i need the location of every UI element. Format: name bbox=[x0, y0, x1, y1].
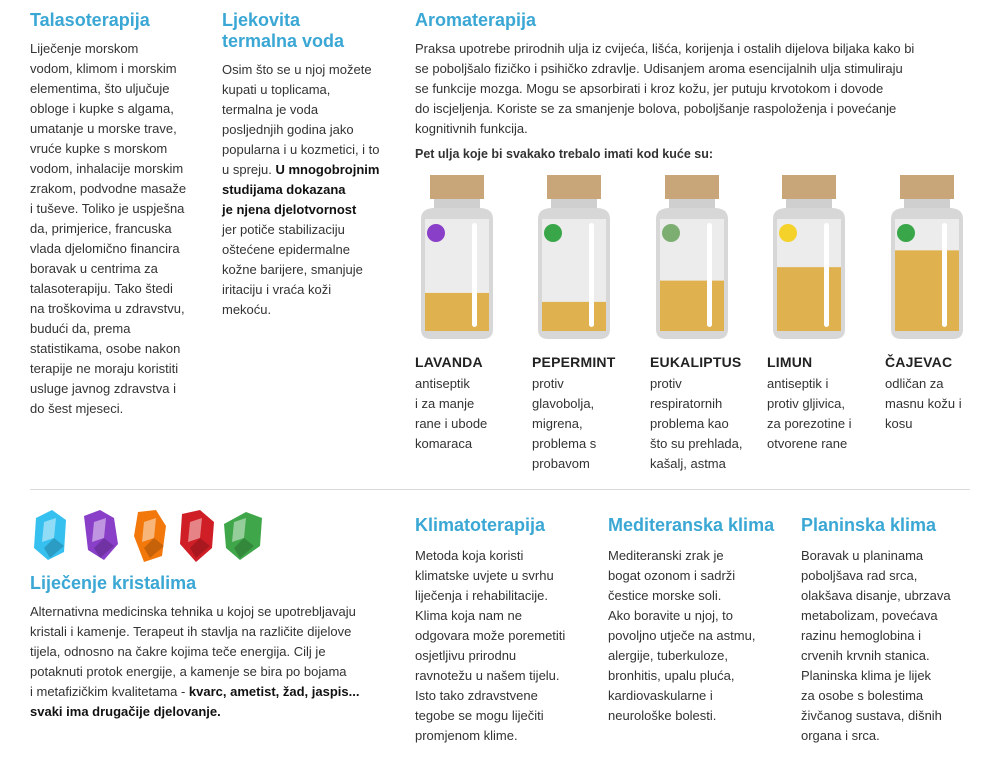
bottle-color-dot bbox=[427, 224, 445, 242]
termalna-voda-line: Osim što se u njoj možete bbox=[222, 62, 372, 77]
oil-bottle-graphic bbox=[415, 173, 499, 341]
oil-description-line: odličan za bbox=[885, 376, 944, 391]
bottle-cork bbox=[665, 175, 719, 199]
kristali-line: potaknuti protok energije, a kamenje se bira po bojama bbox=[30, 664, 347, 679]
aromaterapija-line: kognitivnih funkcija. bbox=[415, 121, 528, 136]
bottle-oil bbox=[425, 293, 489, 331]
planinska-klima-text bbox=[801, 546, 976, 746]
aromaterapija-line: se poboljšalo fizičko i psihičko zdravlje. Udisanjem aroma esencijalnih ulja stimuliraju bbox=[415, 61, 903, 76]
mediteranska-klima-line: Mediteranski zrak je bbox=[608, 548, 724, 563]
termalna-voda-section bbox=[222, 10, 400, 320]
bottle-color-dot bbox=[779, 224, 797, 242]
oil-bottle-2 bbox=[532, 173, 616, 341]
bottle-cork bbox=[900, 175, 954, 199]
bottle-highlight bbox=[589, 223, 594, 327]
oil-name: LIMUN bbox=[767, 354, 813, 370]
termalna-voda-title-line-1: Ljekovita bbox=[222, 10, 301, 30]
oil-description-line: otvorene rane bbox=[767, 436, 848, 451]
planinska-klima-line: olakšava disanje, ubrzava bbox=[801, 588, 951, 603]
talasoterapija-line: Liječenje morskom bbox=[30, 41, 139, 56]
aromaterapija-title: Aromaterapija bbox=[415, 10, 537, 30]
bottle-cork bbox=[547, 175, 601, 199]
oil-description-line: kašalj, astma bbox=[650, 456, 726, 471]
oil-description-line: masnu kožu i bbox=[885, 396, 962, 411]
planinska-klima-line: živčanog sustava, dišnih bbox=[801, 708, 942, 723]
oil-description-line: respiratornih bbox=[650, 396, 723, 411]
oil-bottle-graphic bbox=[767, 173, 851, 341]
mediteranska-klima-line: bronhitis, upalu pluća, bbox=[608, 668, 735, 683]
bottle-oil bbox=[895, 250, 959, 331]
oil-description-line: antiseptik bbox=[415, 376, 470, 391]
talasoterapija-line: da, primjerice, francuska bbox=[30, 221, 172, 236]
klimatoterapija-line: klimatske uvjete u svrhu bbox=[415, 568, 554, 583]
klimatoterapija-line: tegobe se mogu liječiti bbox=[415, 708, 544, 723]
klimatoterapija-line: Isto tako zdravstvene bbox=[415, 688, 538, 703]
talasoterapija-text bbox=[30, 39, 205, 419]
oil-description-line: antiseptik i bbox=[767, 376, 829, 391]
mediteranska-klima-line: čestice morske soli. bbox=[608, 588, 722, 603]
oil-description-line: glavobolja, bbox=[532, 396, 595, 411]
mediteranska-klima-title: Mediteranska klima bbox=[608, 515, 775, 535]
termalna-voda-line: posljednjih godina jako bbox=[222, 122, 354, 137]
termalna-voda-line: oštećene epidermalne bbox=[222, 242, 350, 257]
bottle-highlight bbox=[472, 223, 477, 327]
mediteranska-klima-line: bogat ozonom i sadrži bbox=[608, 568, 736, 583]
talasoterapija-section bbox=[30, 10, 205, 419]
oil-name: PEPERMINT bbox=[532, 354, 616, 370]
aromaterapija-line: se funkcije mozga. Mogu se apsorbirati i kroz kožu, jer putuju krvotokom i dovode bbox=[415, 81, 884, 96]
bottle-highlight bbox=[942, 223, 947, 327]
mediteranska-klima-line: Ako boravite u njoj, to bbox=[608, 608, 734, 623]
crystal-3 bbox=[134, 510, 166, 562]
klimatoterapija-line: Klima koja nam ne bbox=[415, 608, 522, 623]
klimatoterapija-text bbox=[415, 546, 590, 746]
bottle-neck bbox=[434, 199, 480, 208]
bottle-cork bbox=[782, 175, 836, 199]
klimatoterapija-line: osjetljivu prirodnu bbox=[415, 648, 517, 663]
klimatoterapija-section bbox=[415, 515, 590, 746]
termalna-voda-line: kožne barijere, smanjuje bbox=[222, 262, 363, 277]
termalna-voda-plain-part: u spreju. bbox=[222, 162, 276, 177]
bottle-neck bbox=[786, 199, 832, 208]
aromaterapija-line: do iscjeljenja. Koriste se za smanjenje bolova, poboljšanje raspoloženja i povećanje bbox=[415, 101, 897, 116]
oil-description-line: protiv bbox=[650, 376, 682, 391]
bottle-oil bbox=[542, 302, 606, 331]
oil-name: EUKALIPTUS bbox=[650, 354, 742, 370]
oil-description-line: protiv bbox=[532, 376, 564, 391]
kristali-plain-part: i metafizičkim kvalitetama - bbox=[30, 684, 189, 699]
kristali-text bbox=[30, 602, 390, 722]
bottle-oil bbox=[777, 267, 841, 331]
kristali-mixed-line bbox=[30, 682, 390, 702]
talasoterapija-line: vodom, klimom i morskim bbox=[30, 61, 177, 76]
talasoterapija-line: obloge i kupke s algama, bbox=[30, 101, 174, 116]
crystal-5 bbox=[224, 512, 262, 560]
oil-description-line: i za manje bbox=[415, 396, 475, 411]
oil-description-line: probavom bbox=[532, 456, 590, 471]
talasoterapija-line: do šest mjeseci. bbox=[30, 401, 124, 416]
bottle-oil bbox=[660, 281, 724, 331]
oil-description-line: kosu bbox=[885, 416, 913, 431]
termalna-voda-bold-part: U mnogobrojnim bbox=[275, 162, 380, 177]
talasoterapija-line: terapije ne moraju koristiti bbox=[30, 361, 179, 376]
talasoterapija-line: vruće kupke s morskom bbox=[30, 141, 168, 156]
kristali-title: Liječenje kristalima bbox=[30, 573, 197, 593]
planinska-klima-line: Planinska klima je lijek bbox=[801, 668, 932, 683]
aromaterapija-line: Praksa upotrebe prirodnih ulja iz cvijeća, lišća, korijenja i ostalih dijelova biljaka kako bi bbox=[415, 41, 915, 56]
oil-description-line: rane i ubode bbox=[415, 416, 488, 431]
termalna-voda-title-line-2: termalna voda bbox=[222, 31, 345, 51]
planinska-klima-line: za osobe s bolestima bbox=[801, 688, 924, 703]
planinska-klima-line: organa i srca. bbox=[801, 728, 880, 743]
mediteranska-klima-line: neurološke bolesti. bbox=[608, 708, 717, 723]
termalna-voda-line: termalna je voda bbox=[222, 102, 319, 117]
crystals-illustration bbox=[28, 506, 278, 566]
oil-bottle-graphic bbox=[885, 173, 969, 341]
termalna-voda-title bbox=[222, 10, 400, 52]
mediteranska-klima-line: povoljno utječe na astmu, bbox=[608, 628, 756, 643]
oil-bottle-1 bbox=[415, 173, 499, 341]
oil-description-line: što su prehlada, bbox=[650, 436, 743, 451]
termalna-voda-bold-line: studijama dokazana bbox=[222, 182, 346, 197]
termalna-voda-line: kupati u toplicama, bbox=[222, 82, 331, 97]
crystal-2 bbox=[84, 510, 118, 560]
oil-description bbox=[415, 374, 523, 454]
termalna-voda-line: iritaciju i vraća koži bbox=[222, 282, 332, 297]
bottle-neck bbox=[669, 199, 715, 208]
kristali-bold-part: kvarc, ametist, žad, jaspis... bbox=[188, 684, 360, 699]
bottle-color-dot bbox=[897, 224, 915, 242]
talasoterapija-line: vodom, inhalacije morskim bbox=[30, 161, 184, 176]
klimatoterapija-line: odgovara može poremetiti bbox=[415, 628, 566, 643]
talasoterapija-line: zrakom, podvodne masaže bbox=[30, 181, 187, 196]
planinska-klima-section bbox=[801, 515, 976, 746]
talasoterapija-title: Talasoterapija bbox=[30, 10, 150, 30]
mediteranska-klima-section bbox=[608, 515, 783, 726]
termalna-voda-mixed-line bbox=[222, 160, 400, 180]
section-divider bbox=[30, 489, 970, 490]
oil-name: LAVANDA bbox=[415, 354, 483, 370]
talasoterapija-line: na troškovima u zdravstvu, bbox=[30, 301, 185, 316]
talasoterapija-line: budući da, prema bbox=[30, 321, 131, 336]
crystal-4 bbox=[180, 510, 214, 562]
klimatoterapija-line: Metoda koja koristi bbox=[415, 548, 524, 563]
oil-description bbox=[885, 374, 993, 434]
kristali-line: kristali i kamenje. Terapeut ih stavlja na različite dijelove bbox=[30, 624, 352, 639]
kristali-section bbox=[30, 573, 390, 722]
planinska-klima-line: crvenih krvnih stanica. bbox=[801, 648, 930, 663]
termalna-voda-line: mekoću. bbox=[222, 302, 272, 317]
klimatoterapija-line: ravnotežu u našem tijelu. bbox=[415, 668, 560, 683]
planinska-klima-line: metabolizam, povećava bbox=[801, 608, 938, 623]
talasoterapija-line: usluge javnog zdravstva i bbox=[30, 381, 176, 396]
oil-description-line: migrena, bbox=[532, 416, 583, 431]
talasoterapija-line: umatanje u morske trave, bbox=[30, 121, 177, 136]
talasoterapija-line: vlada djelomično financira bbox=[30, 241, 180, 256]
oil-name: ČAJEVAC bbox=[885, 354, 953, 370]
planinska-klima-line: poboljšava rad srca, bbox=[801, 568, 918, 583]
mediteranska-klima-text bbox=[608, 546, 783, 726]
mediteranska-klima-line: alergije, tuberkuloze, bbox=[608, 648, 728, 663]
termalna-voda-bold-line: je njena djelotvornost bbox=[222, 202, 357, 217]
bottle-highlight bbox=[707, 223, 712, 327]
bottle-color-dot bbox=[544, 224, 562, 242]
oil-description-line: problema kao bbox=[650, 416, 729, 431]
oil-description bbox=[532, 374, 640, 474]
talasoterapija-line: i tuševe. Toliko je uspješna bbox=[30, 201, 185, 216]
kristali-line: tijela, odnosno na čakre kojima teče energija. Cilj je bbox=[30, 644, 326, 659]
talasoterapija-line: statistikama, osobe nakon bbox=[30, 341, 181, 356]
termalna-voda-line: popularna i u kozmetici, i to bbox=[222, 142, 380, 157]
bottle-neck bbox=[904, 199, 950, 208]
oil-bottle-5 bbox=[885, 173, 969, 341]
oil-bottle-graphic bbox=[532, 173, 616, 341]
planinska-klima-line: razinu hemoglobina i bbox=[801, 628, 921, 643]
bottle-color-dot bbox=[662, 224, 680, 242]
termalna-voda-line: jer potiče stabilizaciju bbox=[222, 222, 345, 237]
oil-description-line: problema s bbox=[532, 436, 597, 451]
bottle-neck bbox=[551, 199, 597, 208]
aromaterapija-subhead: Pet ulja koje bi svakako trebalo imati kod kuće su: bbox=[415, 147, 714, 161]
talasoterapija-line: talasoterapiju. Tako štedi bbox=[30, 281, 173, 296]
aromaterapija-text bbox=[415, 39, 975, 139]
oil-bottle-3 bbox=[650, 173, 734, 341]
klimatoterapija-title: Klimatoterapija bbox=[415, 515, 546, 535]
talasoterapija-line: boravak u centrima za bbox=[30, 261, 158, 276]
kristali-line: Alternativna medicinska tehnika u kojoj se upotrebljavaju bbox=[30, 604, 356, 619]
mediteranska-klima-line: kardiovaskularne i bbox=[608, 688, 713, 703]
oil-description bbox=[767, 374, 875, 454]
oil-description-line: komaraca bbox=[415, 436, 473, 451]
bottle-cork bbox=[430, 175, 484, 199]
klimatoterapija-line: liječenja i rehabilitacije. bbox=[415, 588, 548, 603]
bottle-highlight bbox=[824, 223, 829, 327]
oil-bottle-graphic bbox=[650, 173, 734, 341]
oil-description bbox=[650, 374, 758, 474]
termalna-voda-text bbox=[222, 60, 400, 320]
planinska-klima-line: Boravak u planinama bbox=[801, 548, 924, 563]
oil-bottle-4 bbox=[767, 173, 851, 341]
klimatoterapija-line: promjenom klime. bbox=[415, 728, 518, 743]
kristali-bold-line: svaki ima drugačije djelovanje. bbox=[30, 704, 221, 719]
talasoterapija-line: elementima, što uljučuje bbox=[30, 81, 170, 96]
planinska-klima-title: Planinska klima bbox=[801, 515, 937, 535]
aromaterapija-section bbox=[415, 10, 975, 161]
oil-description-line: protiv gljivica, bbox=[767, 396, 846, 411]
crystal-1 bbox=[34, 510, 66, 560]
oil-description-line: za porezotine i bbox=[767, 416, 852, 431]
